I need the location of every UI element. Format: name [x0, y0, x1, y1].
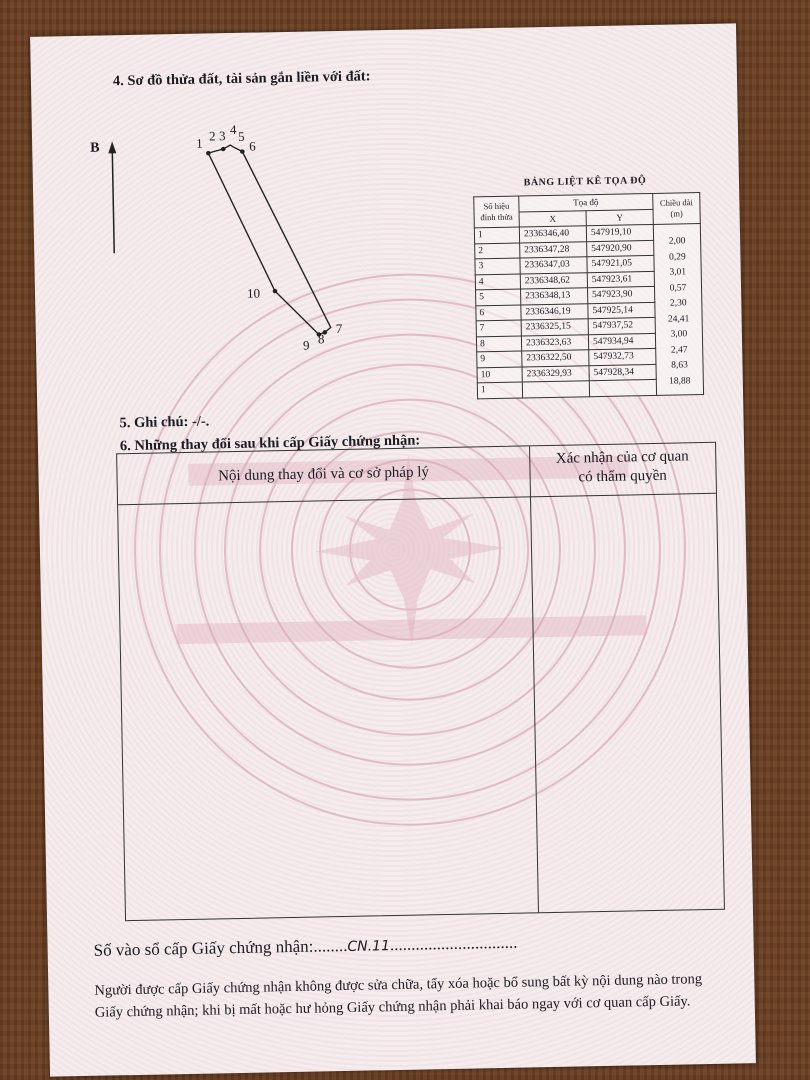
point-label-8: 8 [317, 331, 325, 347]
authority-confirmation-header [529, 447, 716, 489]
header-length: Chiều dài (m) [653, 193, 701, 225]
point-number: 7 [476, 320, 521, 336]
authority-header-line2: có thẩm quyền [578, 467, 667, 486]
edge-length-value: 3,01 [669, 267, 687, 278]
section-6-title: 6. Những thay đổi sau khi cấp Giấy chứng nhận: [119, 432, 421, 455]
header-x: X [519, 210, 586, 227]
point-label-9: 9 [302, 337, 310, 353]
register-number-line [93, 933, 517, 961]
coord-x: 2336323,63 [521, 334, 588, 351]
point-label-3: 3 [218, 128, 226, 144]
coord-x: 2336347,28 [520, 241, 587, 258]
header-y: Y [586, 209, 653, 226]
coord-x [522, 381, 589, 398]
edge-length [654, 255, 701, 278]
notice-line-1: Người được cấp Giấy chứng nhận không được sửa chữa, tẩy xóa hoặc bổ sung bất kỳ nội dung nào trong [94, 971, 703, 999]
point-label-4: 4 [229, 121, 237, 138]
point-number: 1 [474, 227, 519, 243]
edge-length-value: 2,30 [669, 298, 687, 309]
coord-x: 2336348,13 [521, 288, 588, 305]
coord-x: 2336346,19 [521, 303, 588, 320]
coord-x: 2336347,03 [520, 257, 587, 274]
coordinate-rows [474, 224, 703, 399]
section-4-title: 4. Sơ đồ thửa đất, tài sản gắn liền với đất: [112, 68, 371, 90]
point-label-2: 2 [208, 128, 216, 144]
coord-y: 547934,94 [588, 333, 655, 350]
point-number: 1 [477, 382, 522, 398]
edge-length [653, 224, 700, 247]
coord-y: 547919,10 [586, 224, 653, 241]
point-label-10: 10 [246, 285, 261, 301]
coord-y: 547920,90 [587, 240, 654, 257]
coord-y: 547932,73 [589, 348, 656, 365]
coord-x: 2336346,40 [519, 226, 586, 243]
point-label-7: 7 [335, 320, 343, 337]
header-coord: Tọa độ [519, 193, 653, 211]
edge-length [656, 348, 703, 371]
coord-y [589, 379, 656, 396]
edge-length [654, 286, 701, 309]
coord-x: 2336329,93 [522, 365, 589, 382]
coord-y: 547925,14 [588, 302, 655, 319]
coordinate-table [473, 192, 704, 399]
point-label-5: 5 [237, 128, 245, 144]
coord-table-title: BẢNG LIỆT KÊ TỌA ĐỘ [523, 175, 647, 189]
edge-length-value: 0,57 [669, 282, 687, 294]
edge-length [655, 301, 702, 325]
point-label-6: 6 [249, 138, 256, 154]
coord-y: 547923,61 [587, 271, 654, 288]
coord-y: 547923,90 [588, 286, 655, 303]
point-number: 6 [476, 305, 521, 321]
point-number: 8 [476, 335, 521, 351]
edge-length-value: 0,29 [669, 251, 686, 263]
edge-length-value: 2,00 [668, 236, 686, 247]
changes-table [116, 442, 725, 921]
notice-line-2: Giấy chứng nhận; khi bị mất hoặc hư hỏng Giấy chứng nhận phải khai báo ngay với cơ quan cấp Giấy. [94, 993, 691, 1021]
edge-length-value: 18,88 [669, 375, 691, 387]
edge-length [655, 317, 702, 340]
register-label: Số vào sổ cấp Giấy chứng nhận: [93, 936, 314, 960]
register-dots-before: ........ [313, 935, 348, 956]
edge-length [656, 363, 703, 387]
coord-x: 2336348,62 [520, 272, 587, 289]
coord-y: 547937,52 [588, 317, 655, 334]
edge-length [655, 332, 702, 356]
certificate-page [30, 23, 756, 1076]
point-number: 5 [476, 289, 521, 305]
point-number: 10 [477, 366, 522, 382]
point-number: 2 [475, 243, 520, 259]
point-label-1: 1 [196, 135, 203, 151]
register-number-value: CN.11 [347, 938, 391, 955]
edge-length-value: 24,41 [667, 313, 690, 325]
coord-x: 2336325,15 [521, 319, 588, 336]
coord-y: 547921,05 [587, 255, 654, 272]
column-divider [529, 446, 539, 912]
section-5-title: 5. Ghi chú: -/-. [119, 413, 210, 432]
coord-y: 547928,34 [589, 364, 656, 381]
changes-content-header: Nội dung thay đổi và cơ sở pháp lý [217, 464, 430, 485]
register-dots-after: .............................. [389, 932, 518, 955]
coord-x: 2336322,50 [522, 350, 589, 367]
authority-header-line1: Xác nhận của cơ quan [555, 448, 689, 467]
edge-length [654, 270, 701, 294]
certificate-notice [94, 968, 735, 1024]
north-label: B [90, 140, 100, 156]
point-number: 9 [477, 351, 522, 367]
edge-length-value: 2,47 [670, 344, 688, 356]
edge-length [654, 239, 701, 263]
point-number: 4 [475, 274, 520, 290]
edge-length-value: 3,00 [670, 329, 688, 340]
point-number: 3 [475, 258, 520, 274]
edge-length-value: 8,63 [671, 360, 688, 371]
header-point: Số hiệu đỉnh thửa [474, 196, 520, 228]
